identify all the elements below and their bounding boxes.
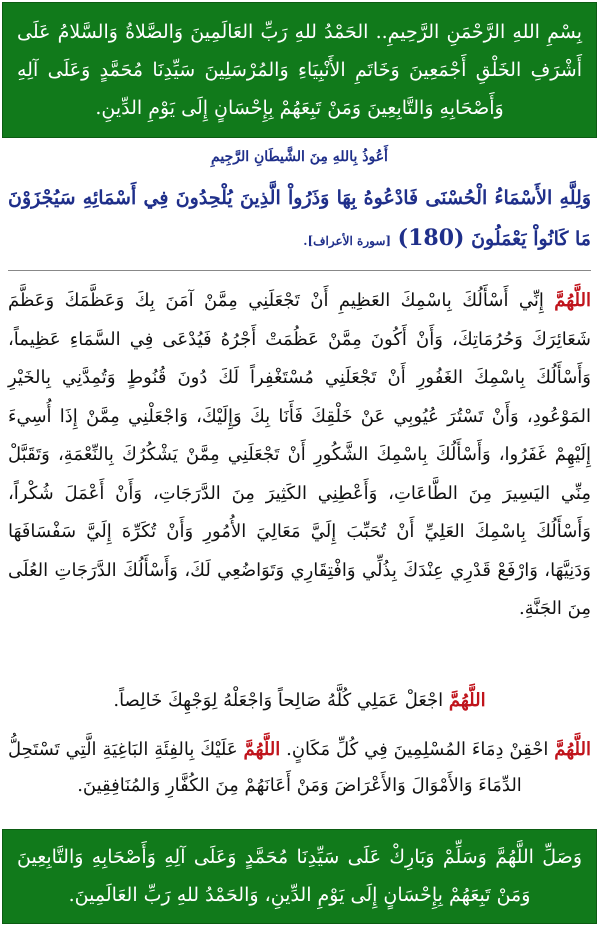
dua-short-paragraph bbox=[8, 686, 591, 716]
dua-last-opening-2: اللَّهُمَّ bbox=[243, 739, 281, 760]
header-box bbox=[2, 2, 597, 138]
dua-short-text: اجْعَلْ عَمَلِي كُلَّهُ صَالِحاً وَاجْعَلْهُ لِوَجْهِكَ خَالِصاً. bbox=[113, 690, 444, 711]
divider bbox=[8, 270, 591, 271]
dua-last-text-2: عَلَيْكَ بِالفِئَةِ البَاغِيَةِ الَّتِي تَسْتَحِلُّ الدِّمَاءَ وَالأَمْوَالَ وَالأَعْرَاضَ وَمَنْ أَعَانَهُمْ مِنَ الكُفَّارِ وَالمُنَافِقِينَ. bbox=[8, 739, 522, 796]
header-text: بِسْمِ اللهِ الرَّحْمَنِ الرَّحِيمِ.. الحَمْدُ للهِ رَبِّ العَالَمِينَ وَالصَّلاةُ وَالسَّلامُ عَلَى أَشْرَفِ الخَلْقِ أَجْمَعِينَ وَخَاتَمِ الأَنْبِيَاءِ وَالمُرْسَلِينَ سَيِّدِنَا مُحَمَّدٍ وَعَلَى آلِهِ وَأَصْحَابِهِ وَالتَّابِعِينَ وَمَنْ تَبِعَهُمْ بِإِحْسَانٍ إِلَى يَوْمِ الدِّينِ. bbox=[17, 21, 582, 119]
quran-ayah bbox=[8, 178, 591, 261]
dua-main-text: إِنِّي أَسْأَلُكَ بِاسْمِكَ العَظِيمِ أَنْ تَجْعَلَنِي مِمَّنْ آمَنَ بِكَ وَعَظَّمَكَ وَعَظَّمَ شَعَائِرَكَ وَحُرُمَاتِكَ، وَأَنْ أَكُونَ مِمَّنْ عَظُمَتْ أَجْرُهُ فَيُدْعَى فِي السَّمَاءِ عَظِيماً، وَأَسْأَلُكَ بِاسْمِكَ الغَفُورِ أَنْ تَجْعَلَنِي مُسْتَغْفِراً لَكَ دُونَ قُنُوطٍ وَتُمِدَّنِي بِالخَيْرِ المَوْعُودِ، وَأَنْ تَسْتُرَ عُيُوبِي عَنْ خَلْقِكَ فَأَنَا بِكَ وَإِلَيْكَ، وَاجْعَلْنِي مِمَّنْ إِذَا أُسِيءَ إِلَيْهِمْ غَفَرُوا، وَأَسْأَلُكَ بِاسْمِكَ الشَّكُورِ أَنْ تَجْعَلَنِي مِمَّنْ يَشْكُرُكَ بِالنِّعْمَةِ، وَتَقَبَّلْ مِنِّي اليَسِيرَ مِنَ الطَّاعَاتِ، وَأَعْطِنِي الكَثِيرَ مِنَ الدَّرَجَاتِ، وَأَنْ أَعْمَلَ شُكْراً، وَأَسْأَلُكَ بِاسْمِكَ العَلِيِّ أَنْ تُحَبِّبَ إِلَيَّ مَعَالِيَ الأُمُورِ وَأَنْ تُكَرِّهَ إِلَيَّ سَفْسَافَهَا وَدَنِيَّهَا، وَارْفَعْ قَدْرِي عِنْدَكَ بِذُلِّي وَافْتِقَارِي وَتَوَاضُعِي لَكَ، وَأَسْأَلُكَ الدَّرَجَاتِ العُلَى مِنَ الجَنَّةِ. bbox=[8, 290, 591, 619]
ayah-number: (180) bbox=[397, 225, 465, 251]
dua-main-paragraph bbox=[8, 282, 591, 629]
dua-main-opening: اللَّهُمَّ bbox=[554, 290, 591, 311]
surah-reference: [سورة الأعراف]. bbox=[303, 234, 392, 248]
footer-box bbox=[2, 829, 597, 924]
dua-last-text-1: احْقِنْ دِمَاءَ المُسْلِمِينَ فِي كُلِّ مَكَانٍ. bbox=[286, 739, 549, 760]
ayah-text: وَلِلَّهِ الأَسْمَاءُ الْحُسْنَى فَادْعُوهُ بِهَا وَذَرُواْ الَّذِينَ يُلْحِدُونَ فِي أَسْمَائِهِ سَيُجْزَوْنَ مَا كَانُواْ يَعْمَلُونَ bbox=[8, 187, 591, 250]
footer-text: وَصَلِّ اللَّهُمَّ وَسَلِّمْ وَبَارِكْ عَلَى سَيِّدِنَا مُحَمَّدٍ وَعَلَى آلِهِ وَأَصْحَابِهِ وَالتَّابِعِينَ وَمَنْ تَبِعَهُمْ بِإِحْسَانٍ إِلَى يَوْمِ الدِّينِ، وَالحَمْدُ للهِ رَبِّ العَالَمِينَ. bbox=[17, 846, 582, 906]
dua-last-paragraph bbox=[8, 732, 591, 804]
dua-short-opening: اللَّهُمَّ bbox=[448, 690, 486, 711]
dua-last-opening-1: اللَّهُمَّ bbox=[554, 739, 591, 760]
istiadha: أَعُوذُ بِاللهِ مِنَ الشَّيطَانِ الرَّجِيمِ bbox=[211, 149, 388, 165]
